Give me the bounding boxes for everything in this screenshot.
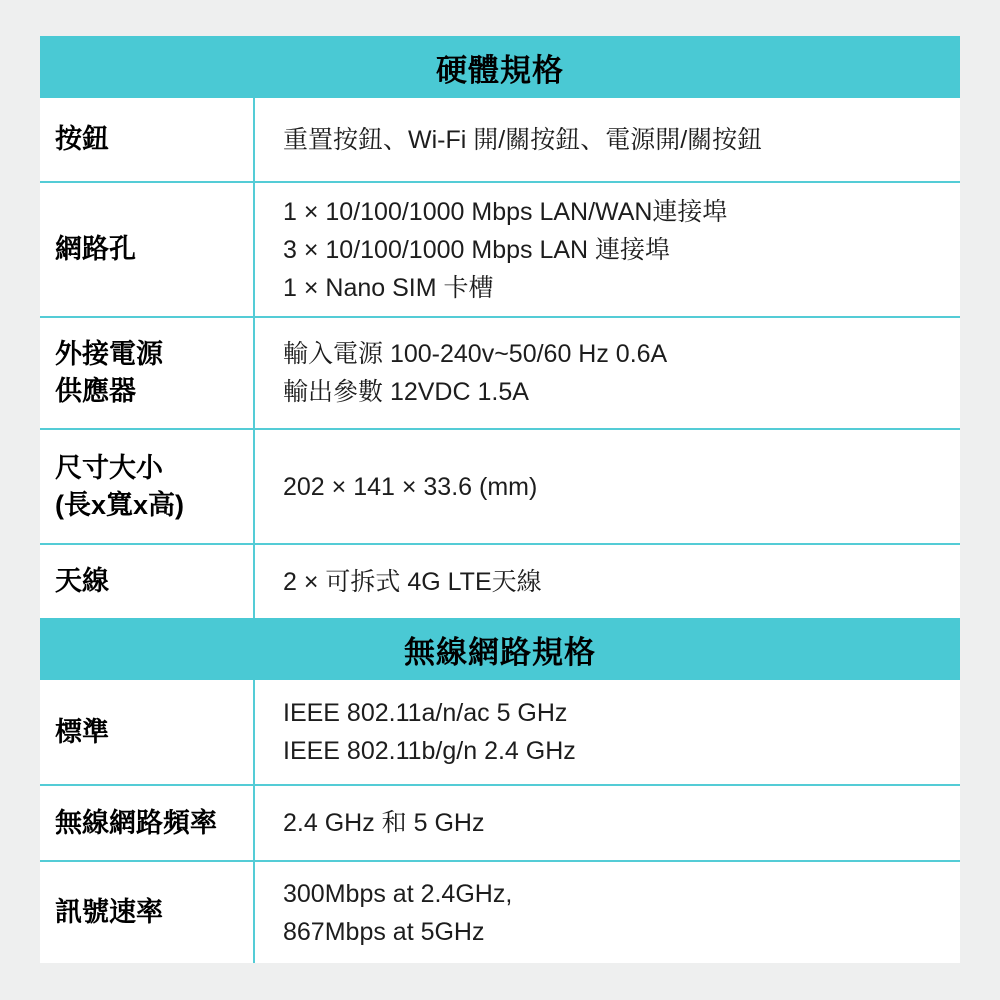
label-line: 網路孔 — [55, 234, 136, 264]
value-cell — [255, 680, 960, 784]
value-line: 202 × 141 × 33.6 (mm) — [283, 472, 538, 501]
label-line: 外接電源 — [55, 339, 163, 369]
spec-row — [40, 784, 960, 860]
value-line: 輸出參數 12VDC 1.5A — [283, 378, 529, 406]
value-line: IEEE 802.11b/g/n 2.4 GHz — [283, 737, 576, 765]
spec-table — [40, 36, 960, 963]
value-cell — [255, 862, 960, 963]
value-line: 1 × 10/100/1000 Mbps LAN/WAN連接埠 — [283, 197, 728, 226]
label-line: 按鈕 — [55, 124, 109, 154]
label-line: 無線網路頻率 — [55, 807, 217, 838]
spec-row — [40, 98, 960, 181]
spec-row — [40, 543, 960, 618]
value-cell — [255, 183, 960, 316]
section-header — [40, 36, 960, 98]
label-line: 天線 — [55, 566, 109, 596]
label-line: (長x寬x高) — [55, 489, 185, 520]
section-header — [40, 618, 960, 680]
label-cell — [40, 183, 255, 316]
value-line: 重置按鈕、Wi-Fi 開/關按鈕、電源開/關按鈕 — [283, 125, 763, 154]
spec-row — [40, 680, 960, 784]
value-cell — [255, 98, 960, 181]
value-cell — [255, 545, 960, 618]
spec-row — [40, 860, 960, 963]
section-title: 無線網路規格 — [404, 634, 596, 670]
label-cell — [40, 430, 255, 543]
label-cell — [40, 680, 255, 784]
value-cell — [255, 786, 960, 860]
label-line: 尺寸大小 — [55, 452, 163, 483]
spec-row — [40, 428, 960, 543]
spec-row — [40, 181, 960, 316]
label-line: 訊號速率 — [55, 897, 163, 927]
value-line: IEEE 802.11a/n/ac 5 GHz — [283, 699, 568, 727]
label-cell — [40, 318, 255, 428]
section-title: 硬體規格 — [436, 52, 564, 88]
value-line: 1 × Nano SIM 卡槽 — [283, 273, 494, 302]
label-line: 標準 — [55, 716, 109, 747]
value-cell — [255, 318, 960, 428]
spec-row — [40, 316, 960, 428]
value-line: 3 × 10/100/1000 Mbps LAN 連接埠 — [283, 235, 671, 264]
label-cell — [40, 862, 255, 963]
value-line: 867Mbps at 5GHz — [283, 917, 485, 946]
value-line: 輸入電源 100-240v~50/60 Hz 0.6A — [283, 340, 668, 368]
label-cell — [40, 98, 255, 181]
value-cell — [255, 430, 960, 543]
label-cell — [40, 786, 255, 860]
value-line: 2 × 可拆式 4G LTE天線 — [283, 567, 542, 596]
value-line: 300Mbps at 2.4GHz, — [283, 879, 513, 908]
label-line: 供應器 — [55, 376, 136, 406]
label-cell — [40, 545, 255, 618]
value-line: 2.4 GHz 和 5 GHz — [283, 809, 485, 837]
